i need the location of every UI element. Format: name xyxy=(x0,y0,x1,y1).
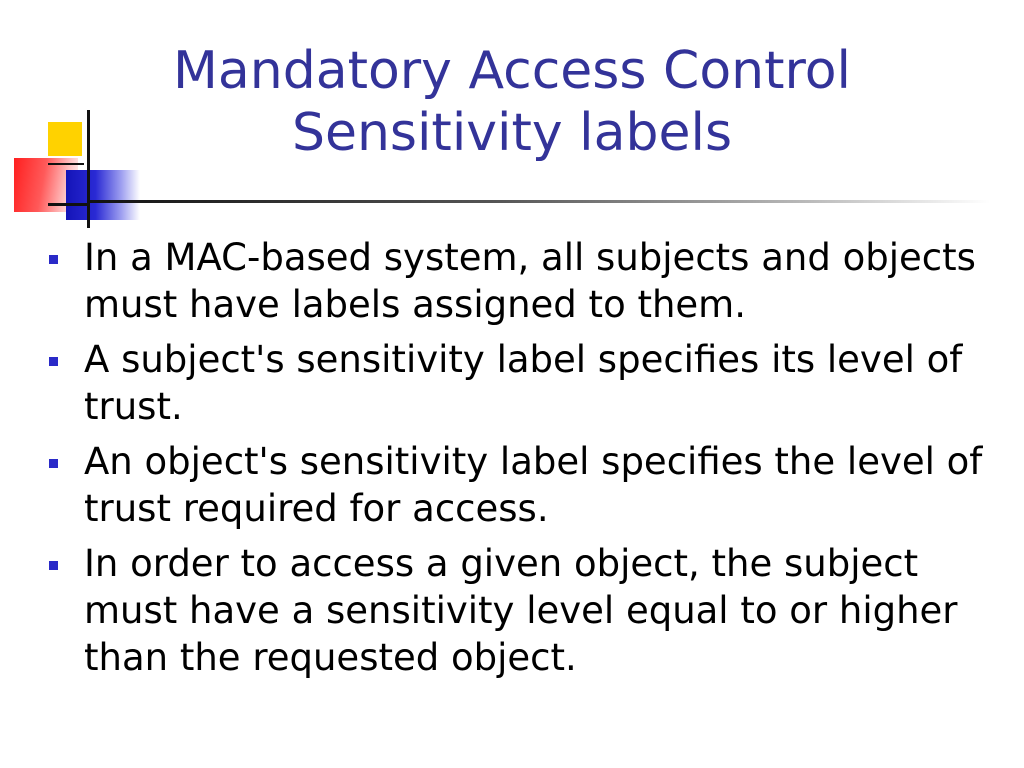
title-separator-line xyxy=(90,200,990,203)
bullet-text: In order to access a given object, the subject must have a sensitivity level equal to or higher than the requested object. xyxy=(84,542,958,679)
bullet-list xyxy=(44,234,1004,689)
bullet-item xyxy=(44,234,1004,328)
bullet-text: A subject's sensitivity label specifies its level of trust. xyxy=(84,338,963,428)
slide-title xyxy=(0,40,1024,164)
logo-horizontal-line-bottom xyxy=(48,203,90,206)
square-bullet-icon xyxy=(49,459,58,468)
slide-title-line-1: Mandatory Access Control xyxy=(173,41,851,101)
bullet-item xyxy=(44,438,1004,532)
blue-square xyxy=(66,170,140,220)
bullet-item xyxy=(44,336,1004,430)
bullet-item xyxy=(44,540,1004,681)
square-bullet-icon xyxy=(49,255,58,264)
bullet-text: An object's sensitivity label specifies the level of trust required for access. xyxy=(84,440,983,530)
bullet-text: In a MAC-based system, all subjects and objects must have labels assigned to them. xyxy=(84,236,976,326)
square-bullet-icon xyxy=(49,561,58,570)
slide-title-line-2: Sensitivity labels xyxy=(291,103,733,163)
square-bullet-icon xyxy=(49,357,58,366)
